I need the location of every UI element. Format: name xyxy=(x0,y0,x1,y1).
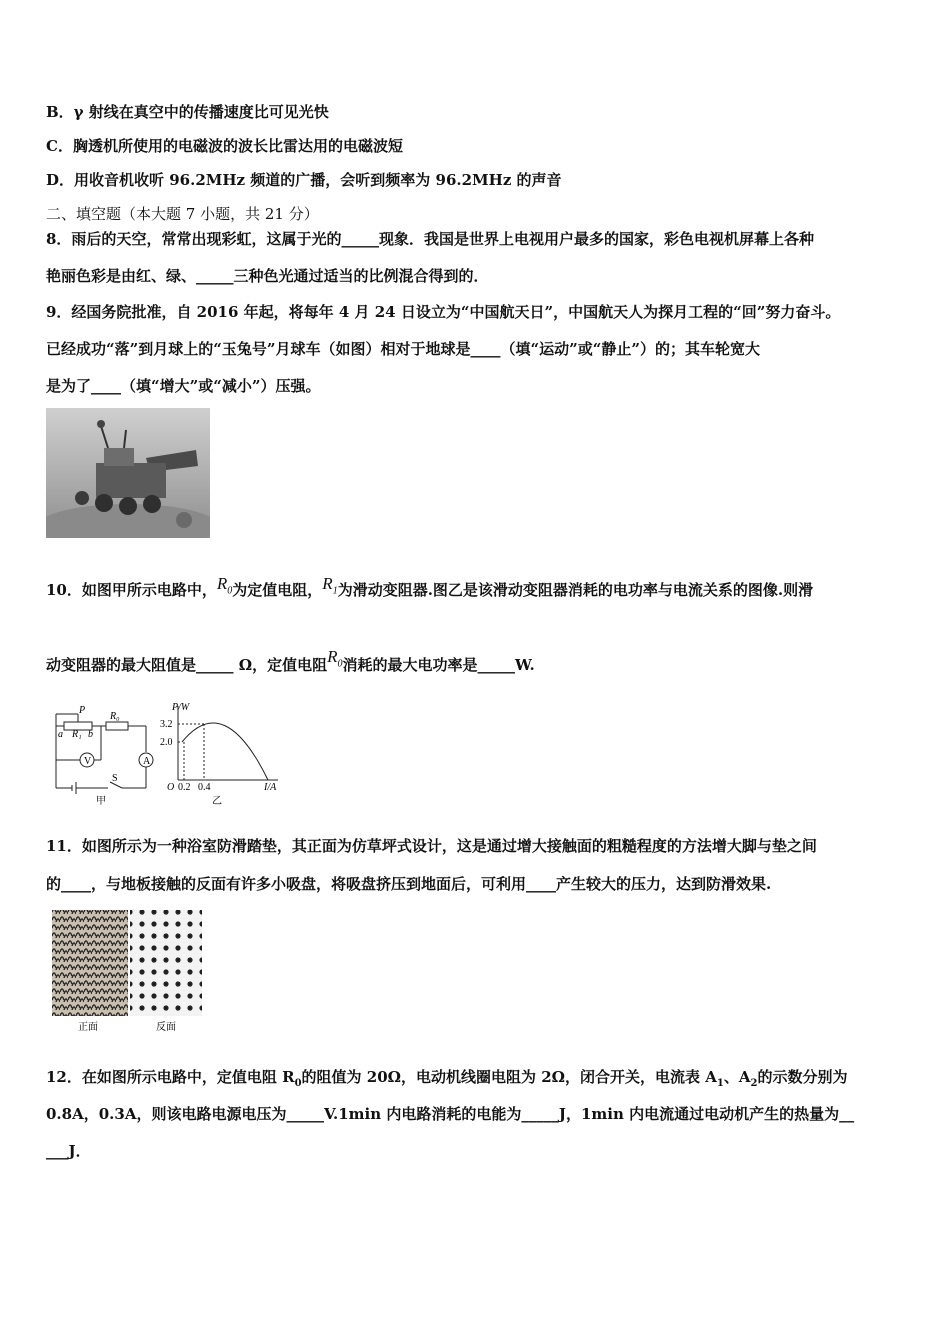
q9-line1: 9．经国务院批准，自 2016 年起，将每年 4 月 24 日设立为“中国航天日”，中国航天人为探月工程的“回”努力奋斗。 xyxy=(46,303,841,321)
q12-line2: 0.8A，0.3A，则该电路电源电压为_____V.1min 内电路消耗的电能为_____J，1min 内电流通过电动机产生的热量为__ xyxy=(46,1105,855,1123)
q8-line2: 艳丽色彩是由红、绿、_____三种色光通过适当的比例混合得到的． xyxy=(46,267,489,285)
section-title: 二、填空题（本大题 7 小题，共 21 分） xyxy=(46,205,319,223)
q11-line1: 11．如图所示为一种浴室防滑踏垫，其正面为仿草坪式设计，这是通过增大接触面的粗糙程度的方法增大脚与垫之间 xyxy=(46,837,817,855)
graph-x1: 0.2 xyxy=(178,782,191,793)
graph-yi: 乙 xyxy=(212,796,222,807)
graph-y2: 2.0 xyxy=(160,737,173,748)
option-c: C．胸透机所使用的电磁波的波长比雷达用的电磁波短 xyxy=(46,137,403,155)
label-v: V xyxy=(84,756,92,767)
mat-back-label: 反面 xyxy=(156,1022,176,1033)
graph-ylabel: P/W xyxy=(172,702,190,713)
label-jia: 甲 xyxy=(96,796,106,807)
q10-line1: 10．如图甲所示电路中，$R_0$为定值电阻，$R_1$为滑动变阻器.图乙是该滑动变阻器消耗的电功率与电流关系的图像.则滑 xyxy=(46,574,814,599)
q11-line2: 的____，与地板接触的反面有许多小吸盘，将吸盘挤压到地面后，可利用____产生较大的压力，达到防滑效果. xyxy=(46,875,772,893)
label-r1: R₁ xyxy=(72,729,82,740)
graph-y1: 3.2 xyxy=(160,719,173,730)
lunar-rover-image xyxy=(46,408,210,538)
option-d: D．用收音机收听 96.2MHz 频道的广播，会听到频率为 96.2MHz 的声音 xyxy=(46,171,562,189)
label-p: P xyxy=(79,705,86,716)
label-r0: R₀ xyxy=(110,711,120,722)
q12-line3: ___J． xyxy=(46,1142,91,1160)
q9-line3: 是为了____（填“增大”或“减小”）压强。 xyxy=(46,377,321,395)
option-b: B．γ 射线在真空中的传播速度比可见光快 xyxy=(46,103,329,121)
q10-line2: 动变阻器的最大阻值是_____ Ω，定值电阻$R_0$消耗的最大电功率是_____W. xyxy=(46,647,535,674)
q12-line1: 12．在如图所示电路中，定值电阻 $R_0$的阻值为 20Ω，电动机线圈电阻为 2Ω，闭合开关，电流表 $A_1$、$A_2$的示数分别为 xyxy=(46,1068,848,1089)
graph-x2: 0.4 xyxy=(198,782,211,793)
graph-origin: O xyxy=(167,782,175,793)
q8-line1: 8．雨后的天空，常常出现彩虹，这属于光的_____现象．我国是世界上电视用户最多的国家，彩色电视机屏幕上各种 xyxy=(46,230,814,248)
mat-front-label: 正面 xyxy=(78,1022,98,1033)
r0-symbol-2: $R_0$ xyxy=(327,647,343,670)
label-s: S xyxy=(112,773,118,784)
power-current-graph xyxy=(160,700,285,810)
q9-line2: 已经成功“落”到月球上的“玉兔号”月球车（如图）相对于地球是____（填“运动”或“静止”）的；其车轮宽大 xyxy=(46,340,761,358)
r1-symbol: $R_1$ xyxy=(322,574,338,597)
label-a-meter: A xyxy=(143,756,151,767)
r0-symbol: $R_0$ xyxy=(216,574,233,597)
graph-xlabel: I/A xyxy=(264,782,277,793)
circuit-diagram xyxy=(46,700,156,810)
label-b: b xyxy=(88,729,93,740)
label-a: a xyxy=(58,729,63,740)
bath-mat-image xyxy=(52,906,204,1034)
